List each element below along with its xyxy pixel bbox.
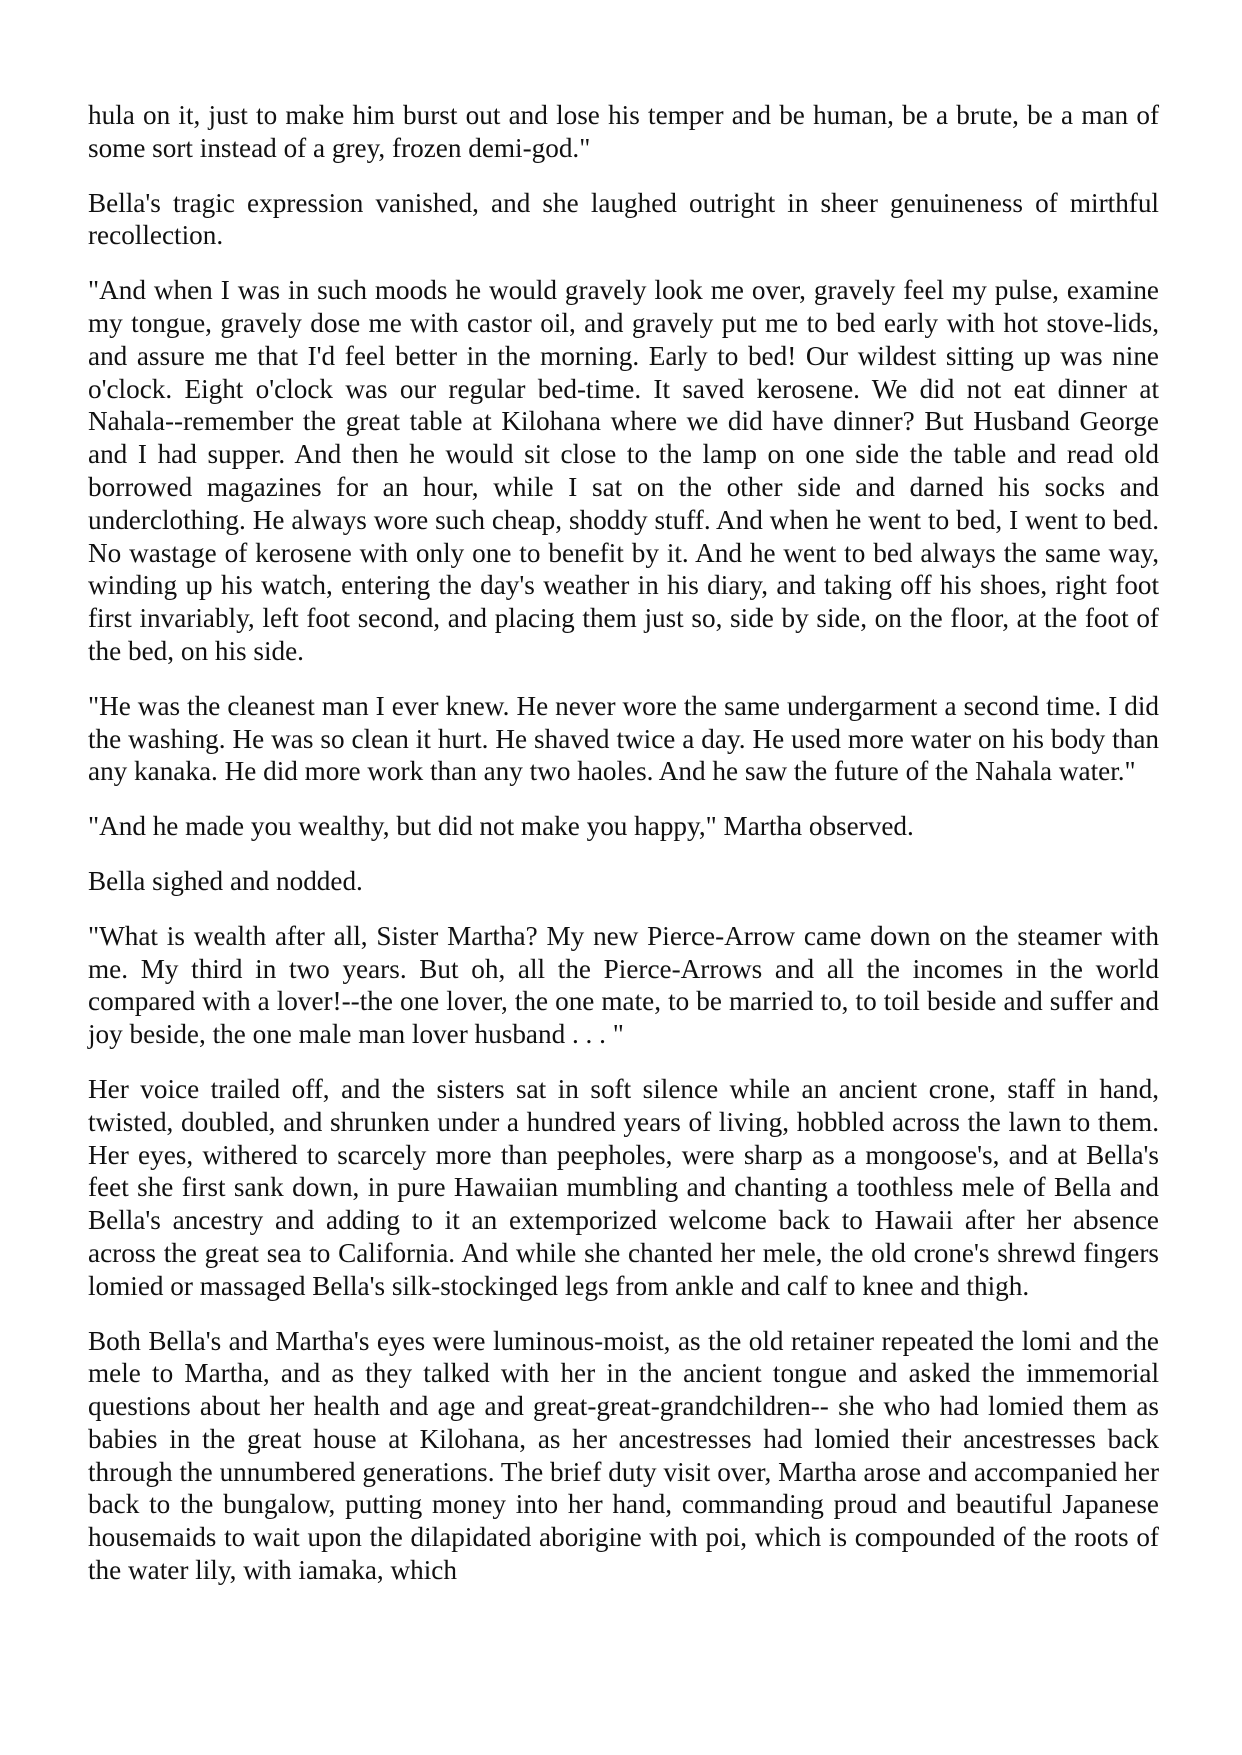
paragraph-9: Both Bella's and Martha's eyes were luminous-moist, as the old retainer repeated the lomi and the mele to Martha, and as they talked with her in the ancient tongue and asked the immemorial questions about her health and age and great-great-grandchildren-- she who had lomied them as babies in the great house at Kilohana, as her ancestresses had lomied their ancestresses back through the unnumbered generations. The brief duty visit over, Martha arose and accompanied her back to the bungalow, putting money into her hand, commanding proud and beautiful Japanese housemaids to wait upon the dilapidated aborigine with poi, which is compounded of the roots of the water lily, with iamaka, which (88, 1325, 1159, 1586)
paragraph-7: "What is wealth after all, Sister Martha? My new Pierce-Arrow came down on the steamer with me. My third in two years. But oh, all the Pierce-Arrows and all the incomes in the world compared with a lover!--the one lover, the one mate, to be married to, to toil beside and suffer and joy beside, the one male man lover husband . . . " (88, 920, 1159, 1050)
paragraph-8: Her voice trailed off, and the sisters sat in soft silence while an ancient crone, staff in hand, twisted, doubled, and shrunken under a hundred years of living, hobbled across the lawn to them. Her eyes, withered to scarcely more than peepholes, were sharp as a mongoose's, and at Bella's feet she first sank down, in pure Hawaiian mumbling and chanting a toothless mele of Bella and Bella's ancestry and adding to it an extemporized welcome back to Hawaii after her absence across the great sea to California. And while she chanted her mele, the old crone's shrewd fingers lomied or massaged Bella's silk-stockinged legs from ankle and calf to knee and thigh. (88, 1073, 1159, 1301)
paragraph-1: hula on it, just to make him burst out and lose his temper and be human, be a brute, be a man of some sort instead of a grey, frozen demi-god." (88, 100, 1159, 163)
paragraph-4: "He was the cleanest man I ever knew. He never wore the same undergarment a second time. I did the washing. He was so clean it hurt. He shaved twice a day. He used more water on his body than any kanaka. He did more work than any two haoles. And he saw the future of the Nahala water." (88, 690, 1159, 787)
paragraph-3: "And when I was in such moods he would gravely look me over, gravely feel my pulse, examine my tongue, gravely dose me with castor oil, and gravely put me to bed early with hot stove-lids, and assure me that I'd feel better in the morning. Early to bed! Our wildest sitting up was nine o'clock. Eight o'clock was our regular bed-time. It saved kerosene. We did not eat dinner at Nahala--remember the great table at Kilohana where we did have dinner? But Husband George and I had supper. And then he would sit close to the lamp on one side the table and read old borrowed magazines for an hour, while I sat on the other side and darned his socks and underclothing. He always wore such cheap, shoddy stuff. And when he went to bed, I went to bed. No wastage of kerosene with only one to benefit by it. And he went to bed always the same way, winding up his watch, entering the day's weather in his diary, and taking off his shoes, right foot first invariably, left foot second, and placing them just so, side by side, on the floor, at the foot of the bed, on his side. (88, 275, 1159, 666)
paragraph-2: Bella's tragic expression vanished, and she laughed outright in sheer genuineness of mirthful recollection. (88, 187, 1159, 251)
document-page (88, 0, 1159, 1755)
paragraph-6: Bella sighed and nodded. (88, 865, 363, 896)
paragraph-5: "And he made you wealthy, but did not make you happy," Martha observed. (88, 811, 914, 842)
